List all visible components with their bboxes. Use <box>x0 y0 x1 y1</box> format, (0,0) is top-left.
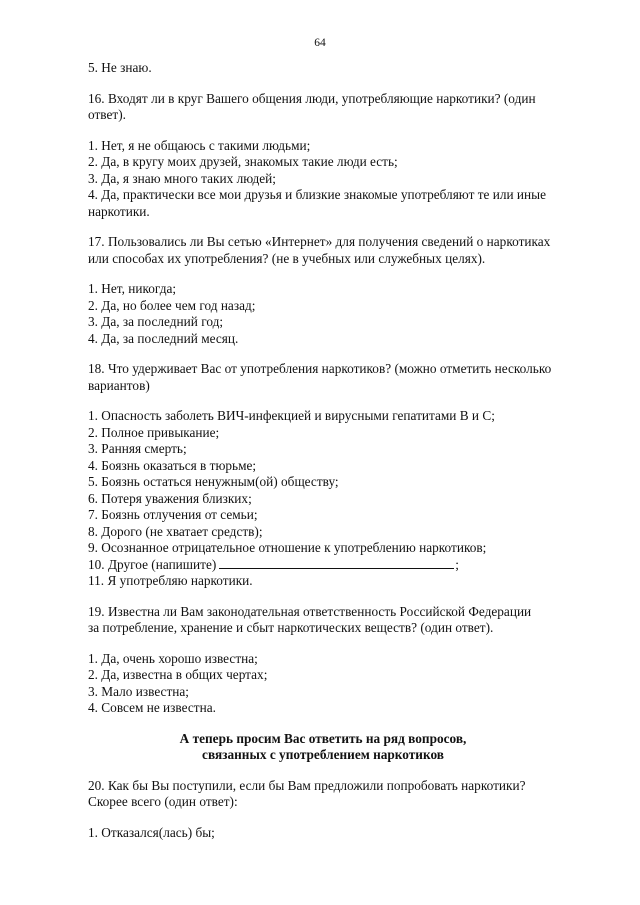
answer-option: 3. Да, я знаю много таких людей; <box>88 170 276 186</box>
question-18-text-line-2: вариантов) <box>88 377 150 393</box>
answer-option: 1. Отказался(лась) бы; <box>88 824 215 840</box>
answer-option: 3. Да, за последний год; <box>88 314 224 329</box>
answer-option: 1. Нет, никогда; <box>88 281 177 296</box>
question-16-text-line-1: 16. Входят ли в круг Вашего общения люди, употребляющие наркотики? (один <box>88 90 536 106</box>
answer-option: 3. Ранняя смерть; <box>88 441 187 456</box>
answer-option: 4. Совсем не известна. <box>88 700 216 715</box>
answer-option: 7. Боязнь отлучения от семьи; <box>88 507 258 522</box>
other-label: 10. Другое (напишите) <box>88 556 217 572</box>
answer-option: 2. Да, известна в общих чертах; <box>88 667 268 682</box>
answer-option: 6. Потеря уважения близких; <box>88 490 252 506</box>
question-17-text-line-1: 17. Пользовались ли Вы сетью «Интернет» для получения сведений о наркотиках <box>88 234 551 249</box>
question-20-text-line-2: Скорее всего (один ответ): <box>88 794 238 809</box>
answer-option: 1. Опасность заболеть ВИЧ-инфекцией и вирусными гепатитами В и С; <box>88 408 495 423</box>
question-19 <box>88 604 558 717</box>
answer-option: 4. Да, за последний месяц. <box>88 330 239 346</box>
answer-option: 2. Да, в кругу моих друзей, знакомых такие люди есть; <box>88 154 398 169</box>
answer-option: 9. Осознанное отрицательное отношение к употреблению наркотиков; <box>88 540 487 555</box>
answer-option: 4. Боязнь оказаться в тюрьме; <box>88 457 257 473</box>
question-19-text-line-2: за потребление, хранение и сбыт наркотических веществ? (один ответ). <box>88 620 494 635</box>
answer-option: 2. Полное привыкание; <box>88 424 220 440</box>
answer-option-continuation: наркотики. <box>88 203 150 219</box>
write-in-blank[interactable] <box>219 557 454 569</box>
question-17 <box>88 234 558 347</box>
question-20-text-line-1: 20. Как бы Вы поступили, если бы Вам предложили попробовать наркотики? <box>88 777 526 793</box>
page-number: 64 <box>314 37 326 49</box>
answer-option: 4. Да, практически все мои друзья и близкие знакомые употребляют те или иные <box>88 187 546 202</box>
answer-option: 11. Я употребляю наркотики. <box>88 573 253 588</box>
question-16 <box>88 91 558 221</box>
answer-option: 5. Боязнь остаться ненужным(ой) обществу; <box>88 474 339 489</box>
questionnaire-content <box>88 60 558 841</box>
question-16-text-line-2: ответ). <box>88 107 126 122</box>
question-20 <box>88 778 558 842</box>
section-heading-line-1: А теперь просим Вас ответить на ряд вопросов, <box>179 730 467 746</box>
question-19-text-line-1: 19. Известна ли Вам законодательная ответственность Российской Федерации <box>88 603 532 619</box>
question-18-text-line-1: 18. Что удерживает Вас от употребления наркотиков? (можно отметить несколько <box>88 361 552 376</box>
question-17-text-line-2: или способах их употребления? (не в учебных или служебных целях). <box>88 250 486 266</box>
answer-option: 8. Дорого (не хватает средств); <box>88 523 263 539</box>
section-heading-line-2: связанных с употреблением наркотиков <box>202 747 444 762</box>
previous-answer-option: 5. Не знаю. <box>88 60 152 75</box>
other-end: ; <box>455 556 459 572</box>
answer-option-other <box>88 557 558 574</box>
answer-option: 1. Нет, я не общаюсь с такими людьми; <box>88 137 311 153</box>
answer-option: 3. Мало известна; <box>88 683 189 699</box>
question-18 <box>88 361 558 590</box>
section-heading <box>88 731 558 764</box>
answer-option: 2. Да, но более чем год назад; <box>88 297 256 313</box>
answer-option: 1. Да, очень хорошо известна; <box>88 650 258 666</box>
